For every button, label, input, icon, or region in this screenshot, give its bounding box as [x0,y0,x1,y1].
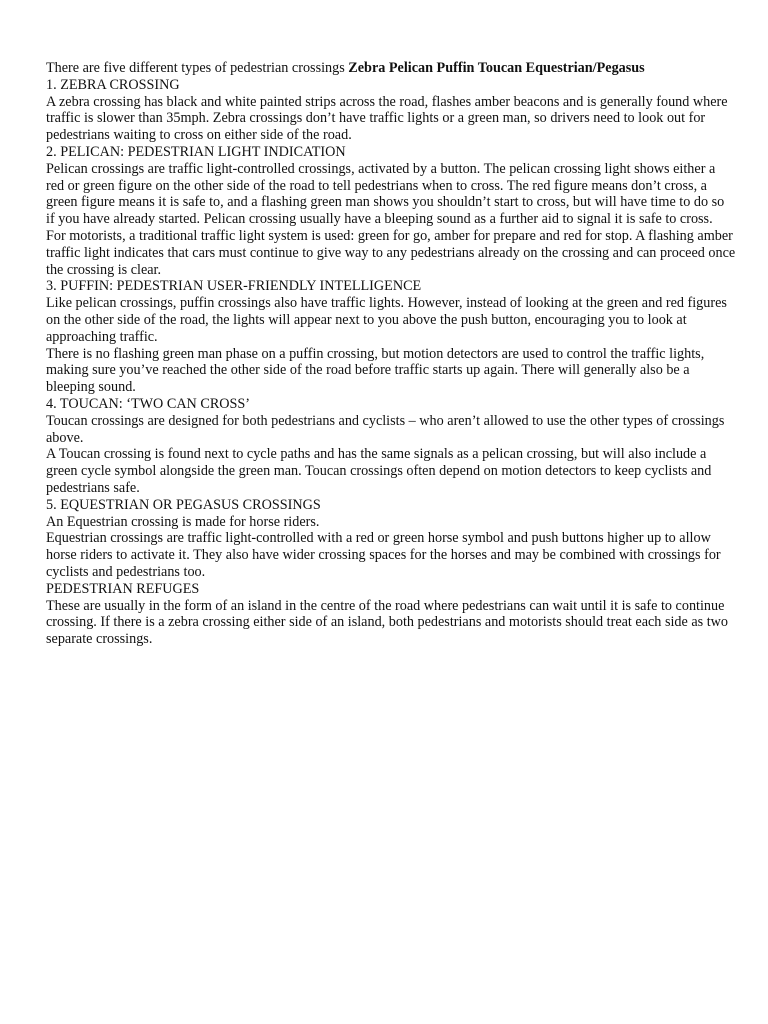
section-paragraph: There is no flashing green man phase on a puffin crossing, but motion detectors are used to control the traffic lights, making sure you’ve reached the other side of the road before traffic starts up again. There will generally also be a bleeping sound. [46,345,705,396]
section-heading-puffin: 3. PUFFIN: PEDESTRIAN USER-FRIENDLY INTELLIGENCE [46,278,422,295]
section-paragraph: Like pelican crossings, puffin crossings also have traffic lights. However, instead of looking at the green and red figures on the other side of the road, the lights will appear next to you above the push button, encouraging you to look at approaching traffic. [46,295,727,345]
intro-text: There are five different types of pedestrian crossings [46,60,349,76]
section-paragraph: Equestrian crossings are traffic light-controlled with a red or green horse symbol and push buttons higher up to allow horse riders to activate it. They also have wider crossing spaces for the horses and may be combined with crossings for cyclists and pedestrians too. [46,530,721,580]
intro-crossing-types: Zebra Pelican Puffin Toucan Equestrian/Pegasus [348,60,645,76]
section-paragraph: An Equestrian crossing is made for horse riders. [46,513,320,530]
intro-paragraph [46,60,736,77]
section-paragraph: For motorists, a traditional traffic light system is used: green for go, amber for prepare and red for stop. A flashing amber traffic light indicates that cars must continue to give way to any pedestrians already on the crossing and can proceed once the crossing is clear. [46,227,736,278]
section-heading-refuges: PEDESTRIAN REFUGES [46,580,200,597]
section-heading-equestrian: 5. EQUESTRIAN OR PEGASUS CROSSINGS [46,496,321,513]
section-paragraph: A zebra crossing has black and white painted strips across the road, flashes amber beacons and is generally found where traffic is slower than 35mph. Zebra crossings don’t have traffic lights or a green man, so drivers need to look out for pedestrians waiting to cross on either side of the road. [46,93,728,144]
section-heading-zebra: 1. ZEBRA CROSSING [46,76,180,93]
section-paragraph: Pelican crossings are traffic light-controlled crossings, activated by a button. The pelican crossing light shows either a red or green figure on the other side of the road to tell pedestrians when to cross. The red figure means don’t cross, a green figure means it is safe to, and a flashing green man shows you shouldn’t start to cross, but will have time to do so if you have already started. Pelican crossing usually have a bleeping sound as a further aid to signal it is safe to cross. [46,160,725,228]
section-paragraph: A Toucan crossing is found next to cycle paths and has the same signals as a pelican crossing, but will also include a green cycle symbol alongside the green man. Toucan crossings often depend on motion detectors to keep cyclists and pedestrians safe. [46,446,712,496]
section-heading-toucan: 4. TOUCAN: ‘TWO CAN CROSS’ [46,395,251,412]
document-page [46,60,736,648]
section-paragraph: Toucan crossings are designed for both pedestrians and cyclists – who aren’t allowed to use the other types of crossings above. [46,412,725,446]
section-paragraph: These are usually in the form of an island in the centre of the road where pedestrians can wait until it is safe to continue crossing. If there is a zebra crossing either side of an island, both pedestrians and motorists should treat each side as two separate crossings. [46,597,728,648]
section-heading-pelican: 2. PELICAN: PEDESTRIAN LIGHT INDICATION [46,143,346,160]
